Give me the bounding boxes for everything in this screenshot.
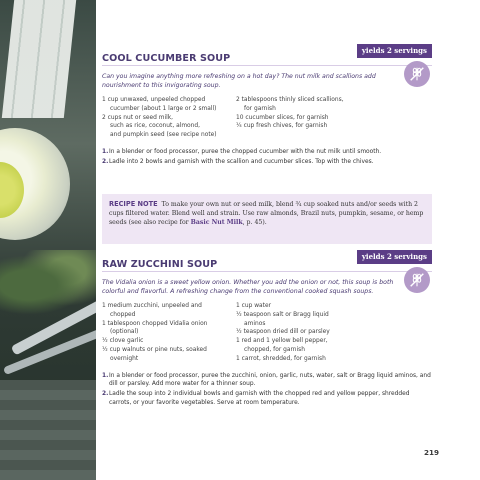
ingredient: ¼ cup fresh chives, for garnish [236,123,328,130]
ingredient: ½ cup walnuts or pine nuts, soaked [102,346,207,353]
ingredient: and pumpkin seed (see recipe note) [110,132,217,139]
ingredient: ½ clove garlic [102,338,144,345]
recipe-title: RAW ZUCCHINI SOUP [102,259,218,270]
napkin [2,0,76,118]
recipe-note-suffix: , p. 45). [242,219,267,226]
recipe-title: COOL CUCUMBER SOUP [102,53,231,64]
soup-photo [0,0,96,480]
basic-nut-milk-link[interactable]: Basic Nut Milk [190,219,243,226]
ingredient: cucumber (about 1 large or 2 small) [110,105,217,112]
ingredient: 1 carrot, shredded, for garnish [236,355,326,362]
yield-badge: yields 2 servings [357,250,432,264]
ingredient: chopped [110,311,136,318]
step: 1. In a blender or food processor, puree the chopped cucumber with the nut milk until smooth. [102,148,382,155]
recipe-cucumber-soup [102,46,432,168]
step-text: Ladle into 2 bowls and garnish with the scallion and cucumber slices. Top with the chives. [109,158,374,165]
step-text: In a blender or food processor, puree the zucchini, onion, garlic, nuts, water, salt or Bragg liquid aminos, and dill or parsley. Add more water for a thinner soup. [109,372,431,388]
step: 1. In a blender or food processor, puree the zucchini, onion, garlic, nuts, water, salt or Bragg liquid aminos, and dill or parsley. Add more water for a thinner soup. [102,372,431,388]
ingredients [102,96,432,140]
recipe-note-text: To make your own nut or seed milk, blend ¾ cup soaked nuts and/or seeds with 2 cups filtered water. Blend well and strain. Use raw almonds, Brazil nuts, pumpkin, sesame, or hemp seeds (see also recipe for [109,201,424,226]
ingredient: 10 cucumber slices, for garnish [236,114,329,121]
ingredient: for garnish [244,105,276,112]
step-text: In a blender or food processor, puree the chopped cucumber with the nut milk until smooth. [109,148,382,155]
instructions [102,372,432,408]
ingredient: chopped, for garnish [244,346,305,353]
ingredient: 1 cup unwaxed, unpeeled chopped [102,97,206,103]
no-wheat-icon [404,267,430,293]
ingredient: 2 cups nut or seed milk, [102,114,174,121]
ingredient: 1 medium zucchini, unpeeled and [102,303,202,309]
no-wheat-icon [404,61,430,87]
ingredient: ½ teaspoon dried dill or parsley [236,329,330,336]
recipe-zucchini-soup [102,252,432,409]
ingredient: ½ teaspoon salt or Bragg liquid [236,311,329,318]
ingredient: overnight [110,355,139,362]
recipe-intro: Can you imagine anything more refreshing on a hot day? The nut milk and scallions add nourishment to this invigorating soup. [102,73,376,89]
ingredient: 1 red and 1 yellow bell pepper, [236,338,328,345]
recipe-note-label: RECIPE NOTE [109,200,158,208]
ingredient: 1 cup water [236,303,271,309]
yield-badge: yields 2 servings [357,44,432,58]
ingredient: 1 tablespoon chopped Vidalia onion [102,320,208,327]
ingredient: 2 tablespoons thinly sliced scallions, [236,97,344,103]
step: 2. Ladle the soup into 2 individual bowls and garnish with the chopped red and yellow pepper, shredded carrots, or your favorite vegetables. Serve at room temperature. [102,390,432,408]
wooden-board [0,380,96,480]
recipe-header [102,46,432,66]
ingredients [102,302,432,364]
ingredient: (optional) [110,329,139,336]
step-text: Ladle the soup into 2 individual bowls and garnish with the chopped red and yellow pepper, shredded carrots, or your favorite vegetables. Serve at room temperature. [109,391,410,406]
ingredient: such as rice, coconut, almond, [110,123,201,130]
recipe-note [102,194,432,244]
step: 2. Ladle into 2 bowls and garnish with the scallion and cucumber slices. Top with the chives. [102,158,374,165]
page-number: 219 [424,448,440,457]
recipe-header [102,252,432,272]
recipe-intro: The Vidalia onion is a sweet yellow onion. Whether you add the onion or not, this soup is both colorful and flavorful. A refreshing change from the conventional cooked squash soups. [102,279,394,295]
instructions [102,148,432,167]
ingredient: aminos [244,320,266,327]
